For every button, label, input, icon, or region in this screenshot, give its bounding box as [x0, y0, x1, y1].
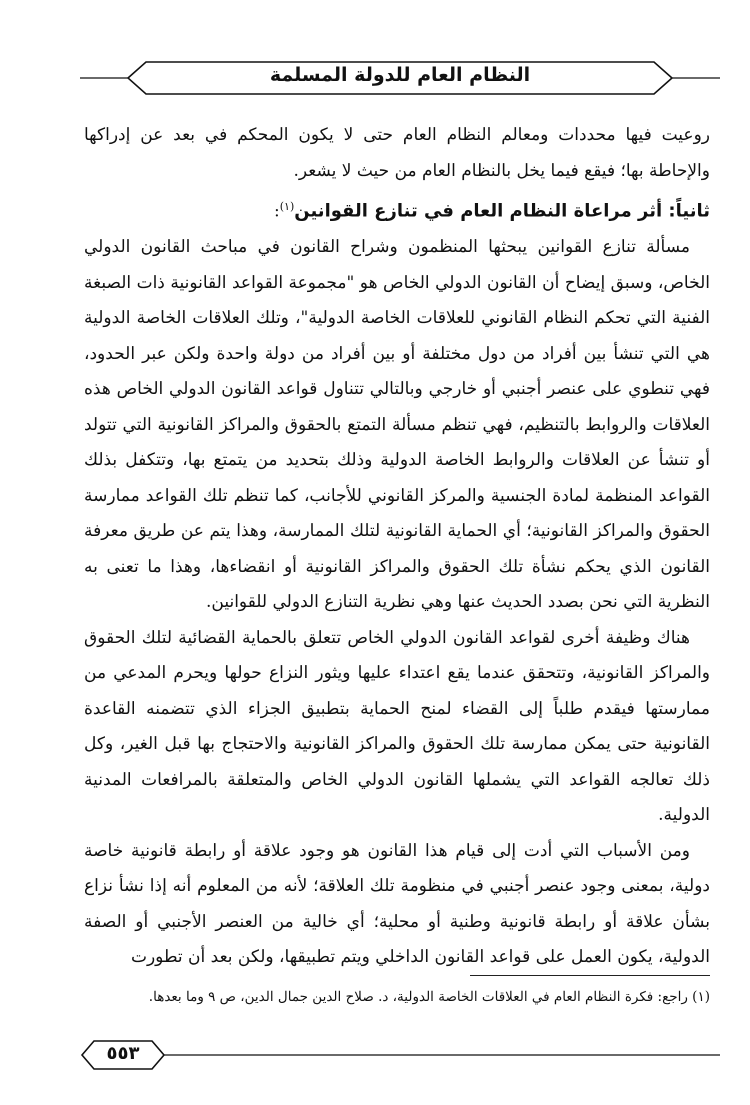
footnote-separator — [470, 975, 710, 976]
heading-colon: : — [274, 201, 280, 222]
footnote: (١) راجع: فكرة النظام العام في العلاقات الخاصة الدولية، د. صلاح الدين جمال الدين، ص ٩ وما بعدها. — [148, 989, 710, 1005]
section-heading-text: ثانياً: أثر مراعاة النظام العام في تنازع القوانين — [294, 200, 710, 222]
footer-ornament — [80, 1035, 720, 1075]
header-title: النظام العام للدولة المسلمة — [269, 64, 531, 86]
paragraph-2: هناك وظيفة أخرى لقواعد القانون الدولي الخاص تتعلق بالحماية القضائية لتلك الحقوق والمراكز القانونية، وتتحقق عندما يقع اعتداء عليها ويثور النزاع حولها ويحرم المدعي من ممارستها فيقدم طلباً إلى القضاء لمنح الحماية بتطبيق الجزاء الذي تتضمنه القاعدة القانونية حتى يمكن ممارسة تلك الحقوق والمراكز القانونية والاحتجاج بها قبل الغير، وكل ذلك تعالجه القواعد التي يشملها القانون الدولي الخاص والمتعلقة بالمرافعات المدنية الدولية. — [84, 627, 710, 826]
running-header — [80, 58, 720, 98]
paragraph-1: مسألة تنازع القوانين يبحثها المنظمون وشراح القانون في مباحث القانون الدولي الخاص، وسبق إيضاح أن القانون الدولي الخاص هو "مجموعة القواعد القانونية ذات الصبغة الفنية التي تحكم النظام القانوني للعلاقات الخاصة الدولية"، وتلك العلاقات الخاصة الدولية هي التي تنشأ بين أفراد من دول مختلفة أو بين أفراد من دولة واحدة ولكن عبر الحدود، فهي تنطوي على عنصر أجنبي أو خارجي وبالتالي تتناول قواعد القانون الدولي الخاص هذه العلاقات والروابط بالتنظيم، فهي تنظم مسألة التمتع بالحقوق والمراكز القانونية التي تتولد أو تنشأ عن العلاقات والروابط الخاصة الدولية وذلك بتحديد من يتمتع بها، وتتكفل بذلك القواعد المنظمة لمادة الجنسية والمركز القانوني للأجانب، كما تنظم تلك القواعد ممارسة الحقوق والمراكز القانونية؛ أي الحماية القانونية لتلك الممارسة، وهذا يتم عن طريق معرفة القانون الذي يحكم نشأة تلك الحقوق والمراكز القانونية أو انقضاءها، وهذا ما تعنى به النظرية التي نحن بصدد الحديث عنها وهي نظرية التنازع الدولي للقوانين. — [84, 237, 711, 613]
intro-paragraph: روعيت فيها محددات ومعالم النظام العام حتى لا يكون المحكم في بعد عن إدراكها والإحاطة بها؛ فيقع فيما يخل بالنظام العام من حيث لا يشعر. — [84, 125, 710, 181]
page-number: ٥٥٣ — [106, 1043, 140, 1064]
page-footer — [80, 1035, 720, 1075]
footnote-reference: (١) — [279, 200, 295, 213]
body-text — [84, 118, 710, 976]
paragraph-3: ومن الأسباب التي أدت إلى قيام هذا القانون هو وجود علاقة أو رابطة قانونية خاصة دولية، بمعنى وجود عنصر أجنبي في منظومة تلك العلاقة؛ لأنه من المعلوم أنه إذا نشأ نزاع بشأن علاقة أو رابطة قانونية وطنية أو محلية؛ أي خالية من العنصر الأجنبي أو الصفة الدولية، يكون العمل على قواعد القانون الداخلي ويتم تطبيقها، ولكن بعد أن تطورت — [84, 840, 710, 968]
section-heading — [84, 189, 710, 230]
